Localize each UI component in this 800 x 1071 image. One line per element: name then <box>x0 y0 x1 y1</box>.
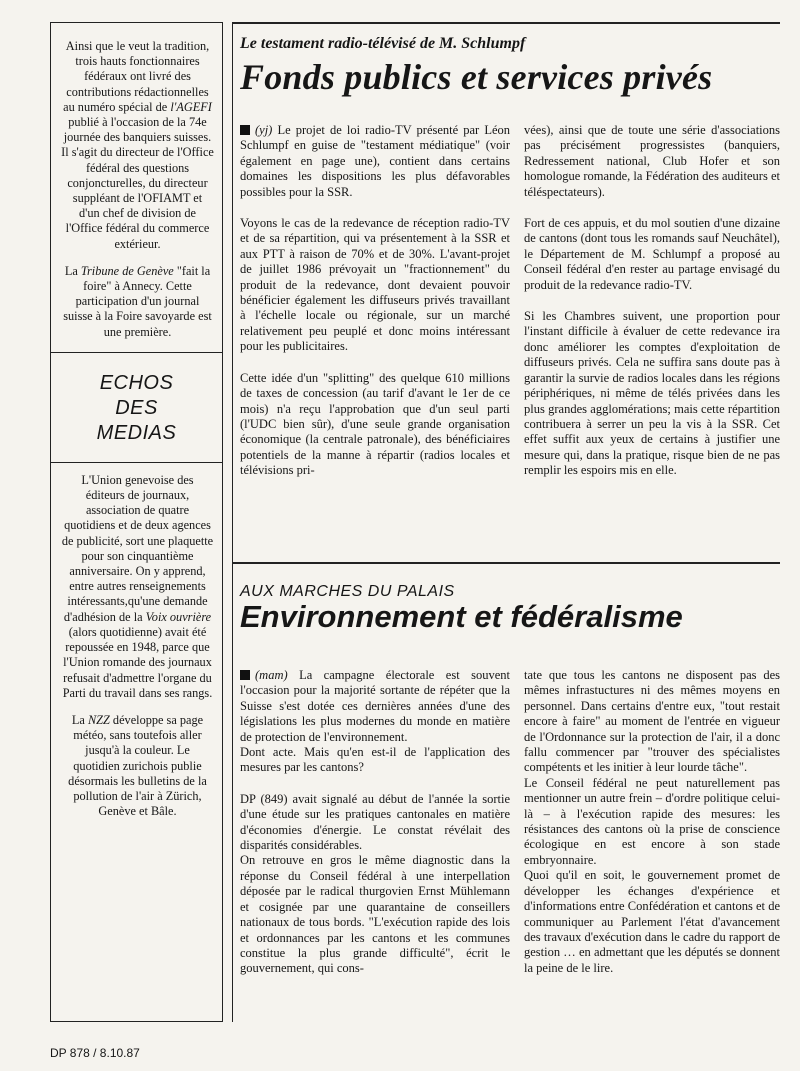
page-footer: DP 878 / 8.10.87 <box>50 1046 140 1060</box>
article1-column-2 <box>524 123 780 495</box>
article2-column-2 <box>524 668 780 976</box>
bullet-square-icon <box>240 670 250 680</box>
article2-paragraph: Dont acte. Mais qu'en est-il de l'application des mesures par les cantons? <box>240 745 510 775</box>
article2-paragraph: tate que tous les cantons ne disposent pas des mêmes infrastuctures ni des mêmes moyens en personnel. Dans certains d'entre eux, "tout restait encore à faire" au moment de l'entrée en vigueur de l'Ordonnance sur la protection de l'air, il a donc fallu commencer par "trouver des spécialistes compétents et les initier à leur lourde tâche". <box>524 668 780 775</box>
article2-paragraph: Le Conseil fédéral ne peut naturellement pas mentionner un autre frein – d'ordre politique celui-là – à l'exécution rapide des mesures: les résistances des cantons où la prise de conscience écologique en est encore à son stade embryonnaire. <box>524 775 780 867</box>
section-title-echos-des-medias: ECHOS DES MEDIAS <box>51 352 222 463</box>
bullet-square-icon <box>240 125 250 135</box>
sidebar-paragraph: L'Union genevoise des éditeurs de journaux, association de quatre quotidiens et de deux agences de publicité, sort une plaquette pour son cinquantième anniversaire. On y apprend, entre autres renseignements intéressants,qu'une demande d'adhésion de la Voix ouvrière (alors quotidienne) avait été repoussée en 1948, parce que l'Union romande des journaux refusait d'admettre l'organe du Parti du travail dans ses rangs. <box>61 472 214 700</box>
sidebar-paragraph: Ainsi que le veut la tradition, trois hauts fonctionnaires fédéraux ont livré des contributions rédactionnelles au numéro spécial de l'AGEFI publié à l'occasion de la 74e journée des banquiers suisses. Il s'agit du directeur de l'Office fédéral des questions conjoncturelles, du directeur suppléant de l'OFIAMT et d'un chef de division de l'Office fédéral du commerce extérieur. <box>61 39 214 251</box>
article1-kicker: Le testament radio-télévisé de M. Schlumpf <box>240 35 526 52</box>
article2-kicker: AUX MARCHES DU PALAIS <box>240 583 455 600</box>
top-rule <box>232 22 780 24</box>
article2-paragraph: (mam) La campagne électorale est souvent l'occasion pour la majorité sortante de répéter que la Suisse s'est dotée ces dernières années d'une des législations les plus modernes du monde en matière de protection de l'environnement. <box>240 668 510 744</box>
article1-paragraph: Si les Chambres suivent, une proportion pour l'instant difficile à évaluer de cette redevance ira donc améliorer les comptes d'exploitation de diffuseurs privés. Cela ne suffira sans doute pas à garantir la survie de radios locales dans les régions périphériques, ni même de télés privées dans les plus grandes agglomérations; mais cette répartition contribuera à serrer un peu la vis à la SSR. Cet effet suffit aux yeux de certains à justifier une mesure qui, dans la pratique, risque bien de ne pas remplir les espoirs mis en elle. <box>524 309 780 478</box>
article1-paragraph: Cette idée d'un "splitting" des quelque 610 millions de taxes de concession (au tarif d'avant le 1er de ce mois) n'a reçu l'approbation que d'un seul parti (l'UDC bien sûr), d'une seule grande organisation économique (la centrale patronale), des bénéficiaires potentiels de la manne à répartir (radios locales et télévisions pri- <box>240 370 510 478</box>
article-divider <box>232 562 780 564</box>
sidebar-paragraph: La NZZ développe sa page météo, sans toutefois aller jusqu'à la couleur. Le quotidien zurichois publie désormais les bulletins de la pollution de l'air à Zürich, Genève et Bâle. <box>68 712 207 819</box>
article1-paragraph: (yj) Le projet de loi radio-TV présenté par Léon Schlumpf en guise de "testament médiatique" (voir également en page une), contient dans certains domaines les dispositions les plus défavorables possibles pour la SSR. <box>240 123 510 199</box>
article2-paragraph: DP (849) avait signalé au début de l'année la sortie d'une étude sur les pratiques cantonales en matière d'économies d'énergie. Le constat révélait des disparités considérables. <box>240 791 510 853</box>
article2-headline: Environnement et fédéralisme <box>240 599 683 634</box>
sidebar-echos-des-medias <box>50 22 223 1022</box>
article1-headline: Fonds publics et services privés <box>240 57 713 97</box>
article1-paragraph: vées), ainsi que de toute une série d'associations pas précisément progressistes (banquiers, Redressement national, Club Hofer et son homologue romande, la Fédération des auditeurs et téléspectateurs). <box>524 123 780 199</box>
article2-column-1 <box>240 668 510 977</box>
article2-paragraph: On retrouve en gros le même diagnostic dans la réponse du Conseil fédéral à une interpellation déposée par le radical thurgovien Ernst Mühlemann et cosignée par une quarantaine de conseillers nationaux de tous bords. "L'exécution rapide des lois et ordonnances par les cantons et les communes constitue la plus grande difficulté", écrit le gouvernement, qui cons- <box>240 853 510 976</box>
article1-paragraph: Voyons le cas de la redevance de réception radio-TV et de sa répartition, qui va présentement à la SSR et aux PTT à raison de 70% et de 30%. L'avant-projet de juillet 1986 prévoyait un "fractionnement" du produit de la redevance, dont devaient pouvoir bénéficier également les diffuseurs privés travaillant à l'échelle locale ou régionale, sur un marché relativement peu peuplé et donc moins intéressant pour les publicitaires. <box>240 216 510 354</box>
sidebar-paragraph: La Tribune de Genève "fait la foire" à Annecy. Cette participation d'un journal suisse à la Foire savoyarde est une première. <box>63 263 212 339</box>
article2-paragraph: Quoi qu'il en soit, le gouvernement promet de développer les échanges d'expérience et d'informations entre Confédération et cantons et de communiquer au Parlement l'état d'avancement des travaux d'exécution dans le cadre du rapport de gestion … en admettant que les députés se donnent la peine de le lire. <box>524 868 780 975</box>
article1-paragraph: Fort de ces appuis, et du mol soutien d'une dizaine de cantons (dont tous les romands sauf Neuchâtel), le Département de M. Schlumpf a proposé au Conseil fédéral d'en rester au partage envisagé du produit de la redevance radio-TV. <box>524 216 780 292</box>
column-divider <box>232 22 233 1022</box>
article1-column-1 <box>240 123 510 495</box>
